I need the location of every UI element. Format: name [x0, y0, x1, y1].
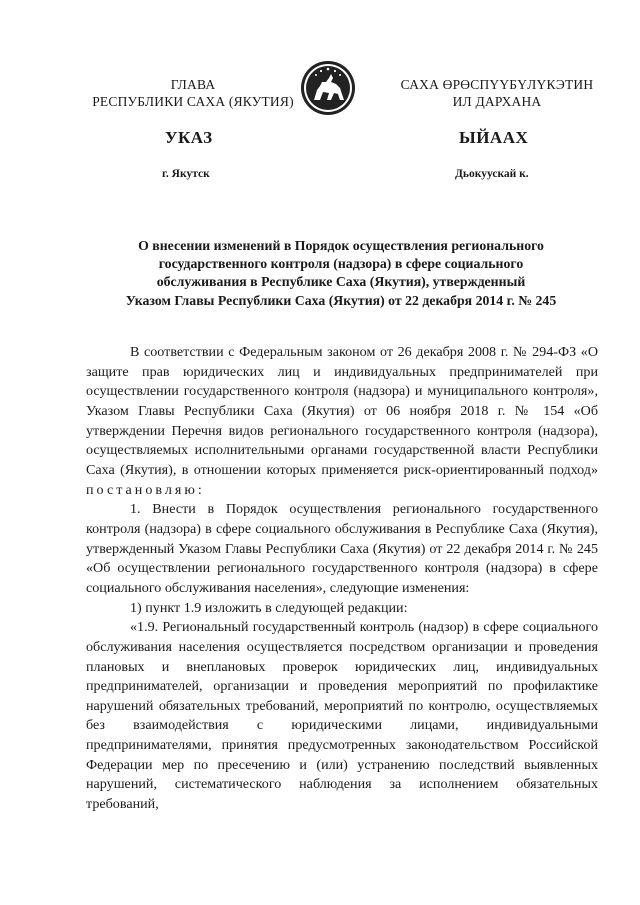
header-right [372, 76, 622, 110]
decree-title-right: ЫЙААХ [459, 128, 529, 147]
header-left-line1: ГЛАВА [170, 77, 216, 92]
document-title-line: обслуживания в Республике Саха (Якутия), утвержденный [156, 274, 526, 290]
header-right-line2: ИЛ ДАРХАНА [452, 94, 542, 109]
sakha-coat-of-arms-icon [300, 60, 356, 116]
document-title-line: О внесении изменений в Порядок осуществления регионального [138, 238, 544, 253]
paragraph-clause-1-9: «1.9. Региональный государственный контроль (надзор) в сфере социального обслуживания населения осуществляется посредством организации и проведения плановых и внеплановых проверок юридических лиц, индивидуальных предпринимателей, организации и проведения мероприятий по профилактике нарушений обязательных требований, мероприятий по контролю, осуществляемых без взаимодействия с юридическими лицами, индивидуальными предпринимателями, принятия предусмотренных законодательством Российской Федерации мер по пресечению и (или) устранению последствий выявленных нарушений, систематического наблюдения за исполнением обязательных требований, [86, 619, 598, 813]
header-left-line2: РЕСПУБЛИКИ САХА (ЯКУТИЯ) [92, 94, 294, 109]
city-left: г. Якутск [162, 168, 210, 180]
preamble-text: В соответствии с Федеральным законом от 26 декабря 2008 г. № 294-ФЗ «О защите прав юридических лиц и индивидуальных предпринимателей при осуществлении государственного контроля (надзора) и муниципального контроля», Указом Главы Республики Саха (Якутия) от 06 ноября 2018 г. № 154 «Об утверждении Перечня видов регионального государственного контроля (надзора), осуществляемых исполнительными органами государственной власти Республики Саха (Якутия), в отношении которых применяется риск-ориентированный подход» [86, 344, 598, 478]
paragraph-preamble [86, 343, 598, 500]
document-title [86, 237, 596, 310]
header-right-line1: САХА ӨРӨСПҮҮБҮЛҮКЭТИН [400, 77, 594, 92]
header-left [88, 76, 298, 110]
paragraph-subitem-1: 1) пункт 1.9 изложить в следующей редакции: [130, 599, 408, 616]
decree-title-left: УКАЗ [165, 128, 213, 147]
paragraph-item-1: 1. Внести в Порядок осуществления регионального государственного контроля (надзора) в сфере социального обслуживания в Республике Саха (Якутия), утвержденный Указом Главы Республики Саха (Якутия) от 22 декабря 2014 г. № 245 «Об осуществлении регионального государственного контроля (надзора) в сфере социального обслуживания населения», следующие изменения: [86, 501, 598, 596]
city-right: Дьокуускай к. [455, 168, 529, 180]
resolution-word: постановляю: [86, 481, 205, 498]
document-body [86, 343, 598, 815]
document-title-line: государственного контроля (надзора) в сфере социального [158, 256, 524, 272]
document-title-line: Указом Главы Республики Саха (Якутия) от 22 декабря 2014 г. № 245 [125, 292, 557, 308]
